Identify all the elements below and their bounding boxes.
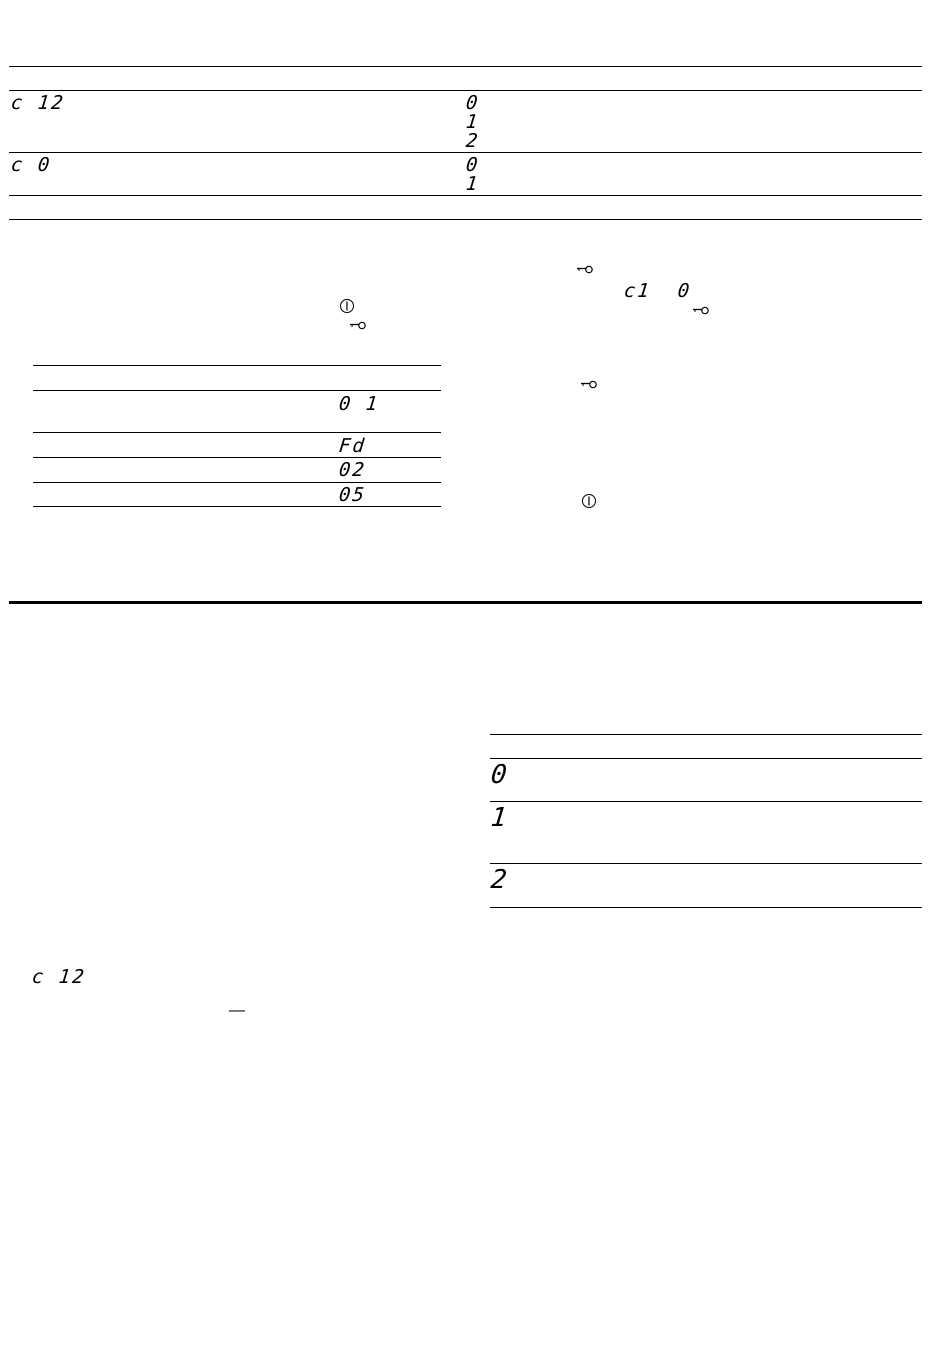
code-value: Fd: [337, 435, 368, 457]
table-header-rule: [33, 390, 441, 391]
level-code: 0: [489, 760, 511, 790]
dash-symbol: —: [229, 1002, 245, 1019]
level-code: 2: [489, 865, 511, 895]
table-row-rule: [490, 801, 922, 802]
code-value: 02: [337, 459, 368, 481]
power-icon: [339, 298, 355, 314]
table-top-rule: [490, 734, 922, 735]
table-bottom-rule: [33, 506, 441, 507]
key-icon: [580, 380, 598, 389]
table-row-rule: [33, 482, 441, 483]
setting-code: c 12: [9, 92, 66, 114]
table-row-rule: [33, 432, 441, 433]
table-row-rule: [9, 195, 922, 196]
table-row-rule: [490, 863, 922, 864]
setting-value-0: 0: [464, 92, 481, 114]
section-divider: [9, 601, 922, 604]
table-top-rule: [9, 66, 922, 67]
table-header-rule: [9, 90, 922, 91]
key-icon: [692, 306, 710, 315]
table-bottom-rule: [9, 219, 922, 220]
setting-value-2: 2: [464, 130, 481, 152]
setting-value-1: 1: [464, 111, 481, 133]
table-row-rule: [9, 152, 922, 153]
level-code: 1: [489, 803, 511, 833]
table-row-rule: [33, 457, 441, 458]
table-bottom-rule: [490, 907, 922, 908]
code-value: 05: [337, 484, 368, 506]
key-icon: [576, 265, 594, 274]
code-value: 0 1: [337, 393, 381, 415]
setting-value-1: 1: [464, 173, 481, 195]
power-icon: [581, 493, 597, 509]
setting-code: c 0: [9, 154, 53, 176]
setting-value-0: 0: [464, 154, 481, 176]
key-icon: [349, 321, 367, 330]
display-code: c1 0: [622, 280, 693, 302]
display-code: c 12: [30, 966, 87, 988]
table-header-rule: [490, 758, 922, 759]
table-top-rule: [33, 365, 441, 366]
